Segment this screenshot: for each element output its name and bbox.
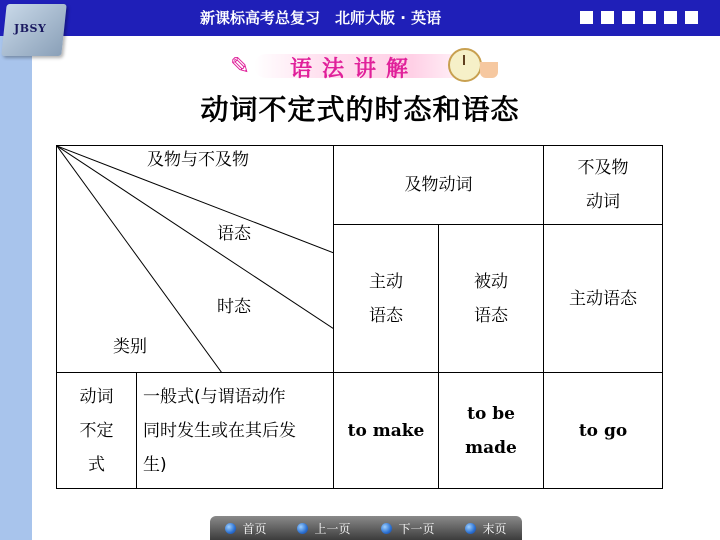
passive-value-line1: to be <box>467 403 515 424</box>
active-voice-line1: 主动 <box>369 271 403 292</box>
passive-voice-line1: 被动 <box>474 271 508 292</box>
diagonal-lines <box>57 146 334 373</box>
pen-decor-icon: ✎ <box>230 52 251 80</box>
row-label-line3: 式 <box>88 454 105 475</box>
active-value-cell <box>334 373 439 489</box>
nav-dot-icon <box>465 523 476 534</box>
square-icon <box>601 11 614 24</box>
section-banner-text: 语法讲解 <box>290 56 419 82</box>
square-icon <box>685 11 698 24</box>
nav-dot-icon <box>381 523 392 534</box>
diag-label-tense: 时态 <box>217 297 251 317</box>
header-transitive <box>334 146 544 225</box>
nav-prev-button[interactable] <box>297 520 350 537</box>
clock-icon <box>448 48 482 82</box>
header-square-decor <box>580 11 698 25</box>
nav-dot-icon <box>225 523 236 534</box>
form-line2: 同时发生或在其后发 <box>143 420 296 441</box>
square-icon <box>643 11 656 24</box>
page-title: 动词不定式的时态和语态 <box>200 93 520 126</box>
header-intransitive-line2: 动词 <box>586 192 620 212</box>
nav-first-button[interactable] <box>225 520 266 537</box>
square-icon <box>622 11 635 24</box>
active-voice-cell <box>334 225 439 373</box>
header-title: 新课标高考总复习 北师大版 · 英语 <box>200 9 442 27</box>
logo-text: JBSY <box>14 22 47 35</box>
passive-value-cell <box>439 373 544 489</box>
grammar-table <box>56 145 663 489</box>
nav-prev-label: 上一页 <box>314 521 351 536</box>
nav-first-label: 首页 <box>242 521 267 536</box>
form-line1: 一般式(与谓语动作 <box>143 386 286 407</box>
passive-voice-line2: 语态 <box>474 305 508 326</box>
nav-last-button[interactable] <box>465 520 506 537</box>
logo <box>0 0 88 60</box>
diagonal-header-cell <box>57 146 334 373</box>
diag-label-category: 类别 <box>113 337 147 357</box>
intransitive-active-cell <box>544 225 663 373</box>
nav-dot-icon <box>297 523 308 534</box>
active-value: to make <box>347 420 425 441</box>
nav-last-label: 末页 <box>482 521 507 536</box>
row-label-cell <box>57 373 137 489</box>
intransitive-active-text: 主动语态 <box>569 288 637 309</box>
passive-voice-cell <box>439 225 544 373</box>
nav-next-button[interactable] <box>381 520 434 537</box>
header-intransitive-line1: 不及物 <box>577 158 629 178</box>
row-label-line1: 动词 <box>79 386 114 407</box>
diag-label-voice: 语态 <box>217 224 251 244</box>
form-line3: 生) <box>143 454 167 475</box>
diag-label-transitivity: 及物与不及物 <box>147 150 249 170</box>
passive-value-line2: made <box>465 437 517 458</box>
header-transitive-text: 及物动词 <box>404 175 473 195</box>
row-label-line2: 不定 <box>79 420 114 441</box>
form-description-cell <box>137 373 334 489</box>
cup-icon <box>480 62 498 78</box>
nav-next-label: 下一页 <box>398 521 435 536</box>
intransitive-value: to go <box>578 420 628 441</box>
header-intransitive <box>544 146 663 225</box>
section-banner <box>230 46 506 84</box>
square-icon <box>580 11 593 24</box>
navigation-bar <box>210 516 522 540</box>
intransitive-value-cell <box>544 373 663 489</box>
active-voice-line2: 语态 <box>369 305 403 326</box>
square-icon <box>664 11 677 24</box>
